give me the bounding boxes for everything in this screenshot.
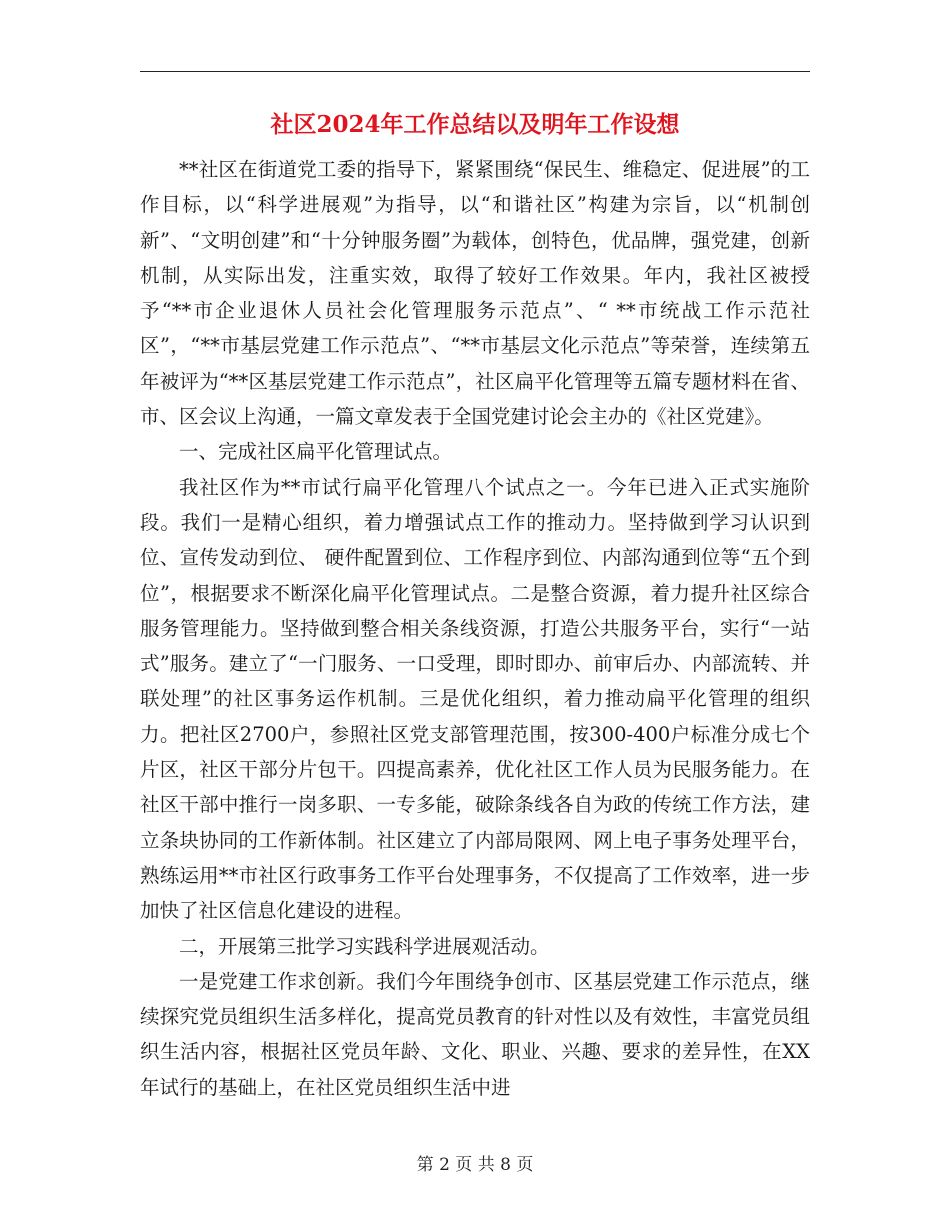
paragraph-section-1: 我社区作为**市试行扁平化管理八个试点之一。今年已进入正式实施阶段。我们一是精心组织，着力增强试点工作的推动力。坚持做到学习认识到位、宣传发动到位、 硬件配置到位、工作程序到位、内部沟通到位等“五个到位”，根据要求不断深化扁平化管理试点。二是整合资源，着力提升社区综合服务管理能力。坚持做到整合相关条线资源，打造公共服务平台，实行“一站式”服务。建立了“一门服务、一口受理，即时即办、前审后办、内部流转、并联处理”的社区事务运作机制。三是优化组织，着力推动扁平化管理的组织力。把社区2700户，参照社区党支部管理范围，按300-400户标准分成七个片区，社区干部分片包干。四提高素养，优化社区工作人员为民服务能力。在社区干部中推行一岗多职、一专多能，破除条线各自为政的传统工作方法，建立条块协同的工作新体制。社区建立了内部局限网、网上电子事务处理平台，熟练运用**市社区行政事务工作平台处理事务，不仅提高了工作效率，进一步加快了社区信息化建设的进程。 bbox=[140, 475, 810, 923]
paragraph-section-2: 一是党建工作求创新。我们今年围绕争创市、区基层党建工作示范点，继续探究党员组织生活多样化，提高党员教育的针对性以及有效性，丰富党员组织生活内容，根据社区党员年龄、文化、职业、兴趣、要求的差异性，在XX年试行的基础上，在社区党员组织生活中进 bbox=[140, 969, 810, 1099]
paragraph-intro: **社区在街道党工委的指导下，紧紧围绕“保民生、维稳定、促进展”的工作目标，以“科学进展观”为指导，以“和谐社区”构建为宗旨，以“机制创新”、“文明创建”和“十分钟服务圈”为载体，创特色，优品牌，强党建，创新机制，从实际出发，注重实效，取得了较好工作效果。年内，我社区被授予“**市企业退休人员社会化管理服务示范点”、“ **市统战工作示范社区”，“**市基层党建工作示范点”、“**市基层文化示范点”等荣誉，连续第五年被评为“**区基层党建工作示范点”，社区扁平化管理等五篇专题材料在省、市、区会议上沟通，一篇文章发表于全国党建讨论会主办的《社区党建》。 bbox=[140, 158, 810, 429]
document-title: 社区2024年工作总结以及明年工作设想 bbox=[270, 111, 680, 138]
section-heading-1: 一、完成社区扁平化管理试点。 bbox=[179, 440, 453, 464]
header-rule bbox=[140, 71, 810, 72]
document-body bbox=[140, 152, 810, 1105]
page-footer: 第 2 页 共 8 页 bbox=[416, 1155, 534, 1175]
section-heading-2: 二，开展第三批学习实践科学进展观活动。 bbox=[179, 934, 550, 958]
